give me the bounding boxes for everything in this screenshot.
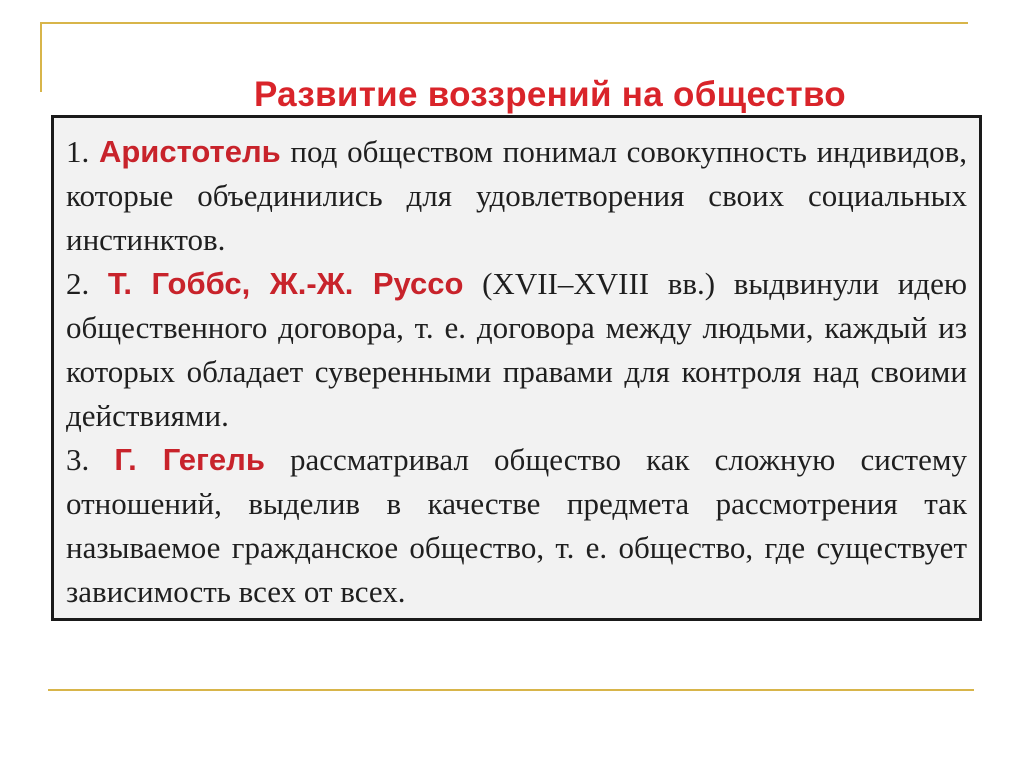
bottom-divider-line xyxy=(48,689,974,691)
item-aristotle xyxy=(66,130,967,262)
top-divider-line xyxy=(40,22,968,24)
item-hobbes-rousseau xyxy=(66,262,967,438)
item-number: 2. xyxy=(66,266,108,301)
item-text: рассматривал общество как сложную систему отношений, выделив в качестве предмета рассмотрения так называемое гражданское общество, т. е. общество, где существует зависимость всех от всех. xyxy=(66,442,967,609)
content-box xyxy=(51,115,982,621)
item-name: Т. Гоббс, Ж.-Ж. Руссо xyxy=(107,266,464,301)
item-number: 3. xyxy=(66,442,115,477)
item-name: Аристотель xyxy=(98,134,281,169)
item-hegel xyxy=(66,438,967,614)
left-divider-line xyxy=(40,22,42,92)
item-name: Г. Гегель xyxy=(114,442,265,477)
item-text: (XVII–XVIII вв.) выдвинули идею общественного договора, т. е. договора между людьми, каждый из которых обладает суверенными правами для контроля над своими действиями. xyxy=(66,266,967,433)
item-number: 1. xyxy=(66,134,99,169)
slide-title: Развитие воззрений на общество xyxy=(253,75,846,115)
item-text: под обществом понимал совокупность индивидов, которые объединились для удовлетворения своих социальных инстинктов. xyxy=(66,134,967,257)
